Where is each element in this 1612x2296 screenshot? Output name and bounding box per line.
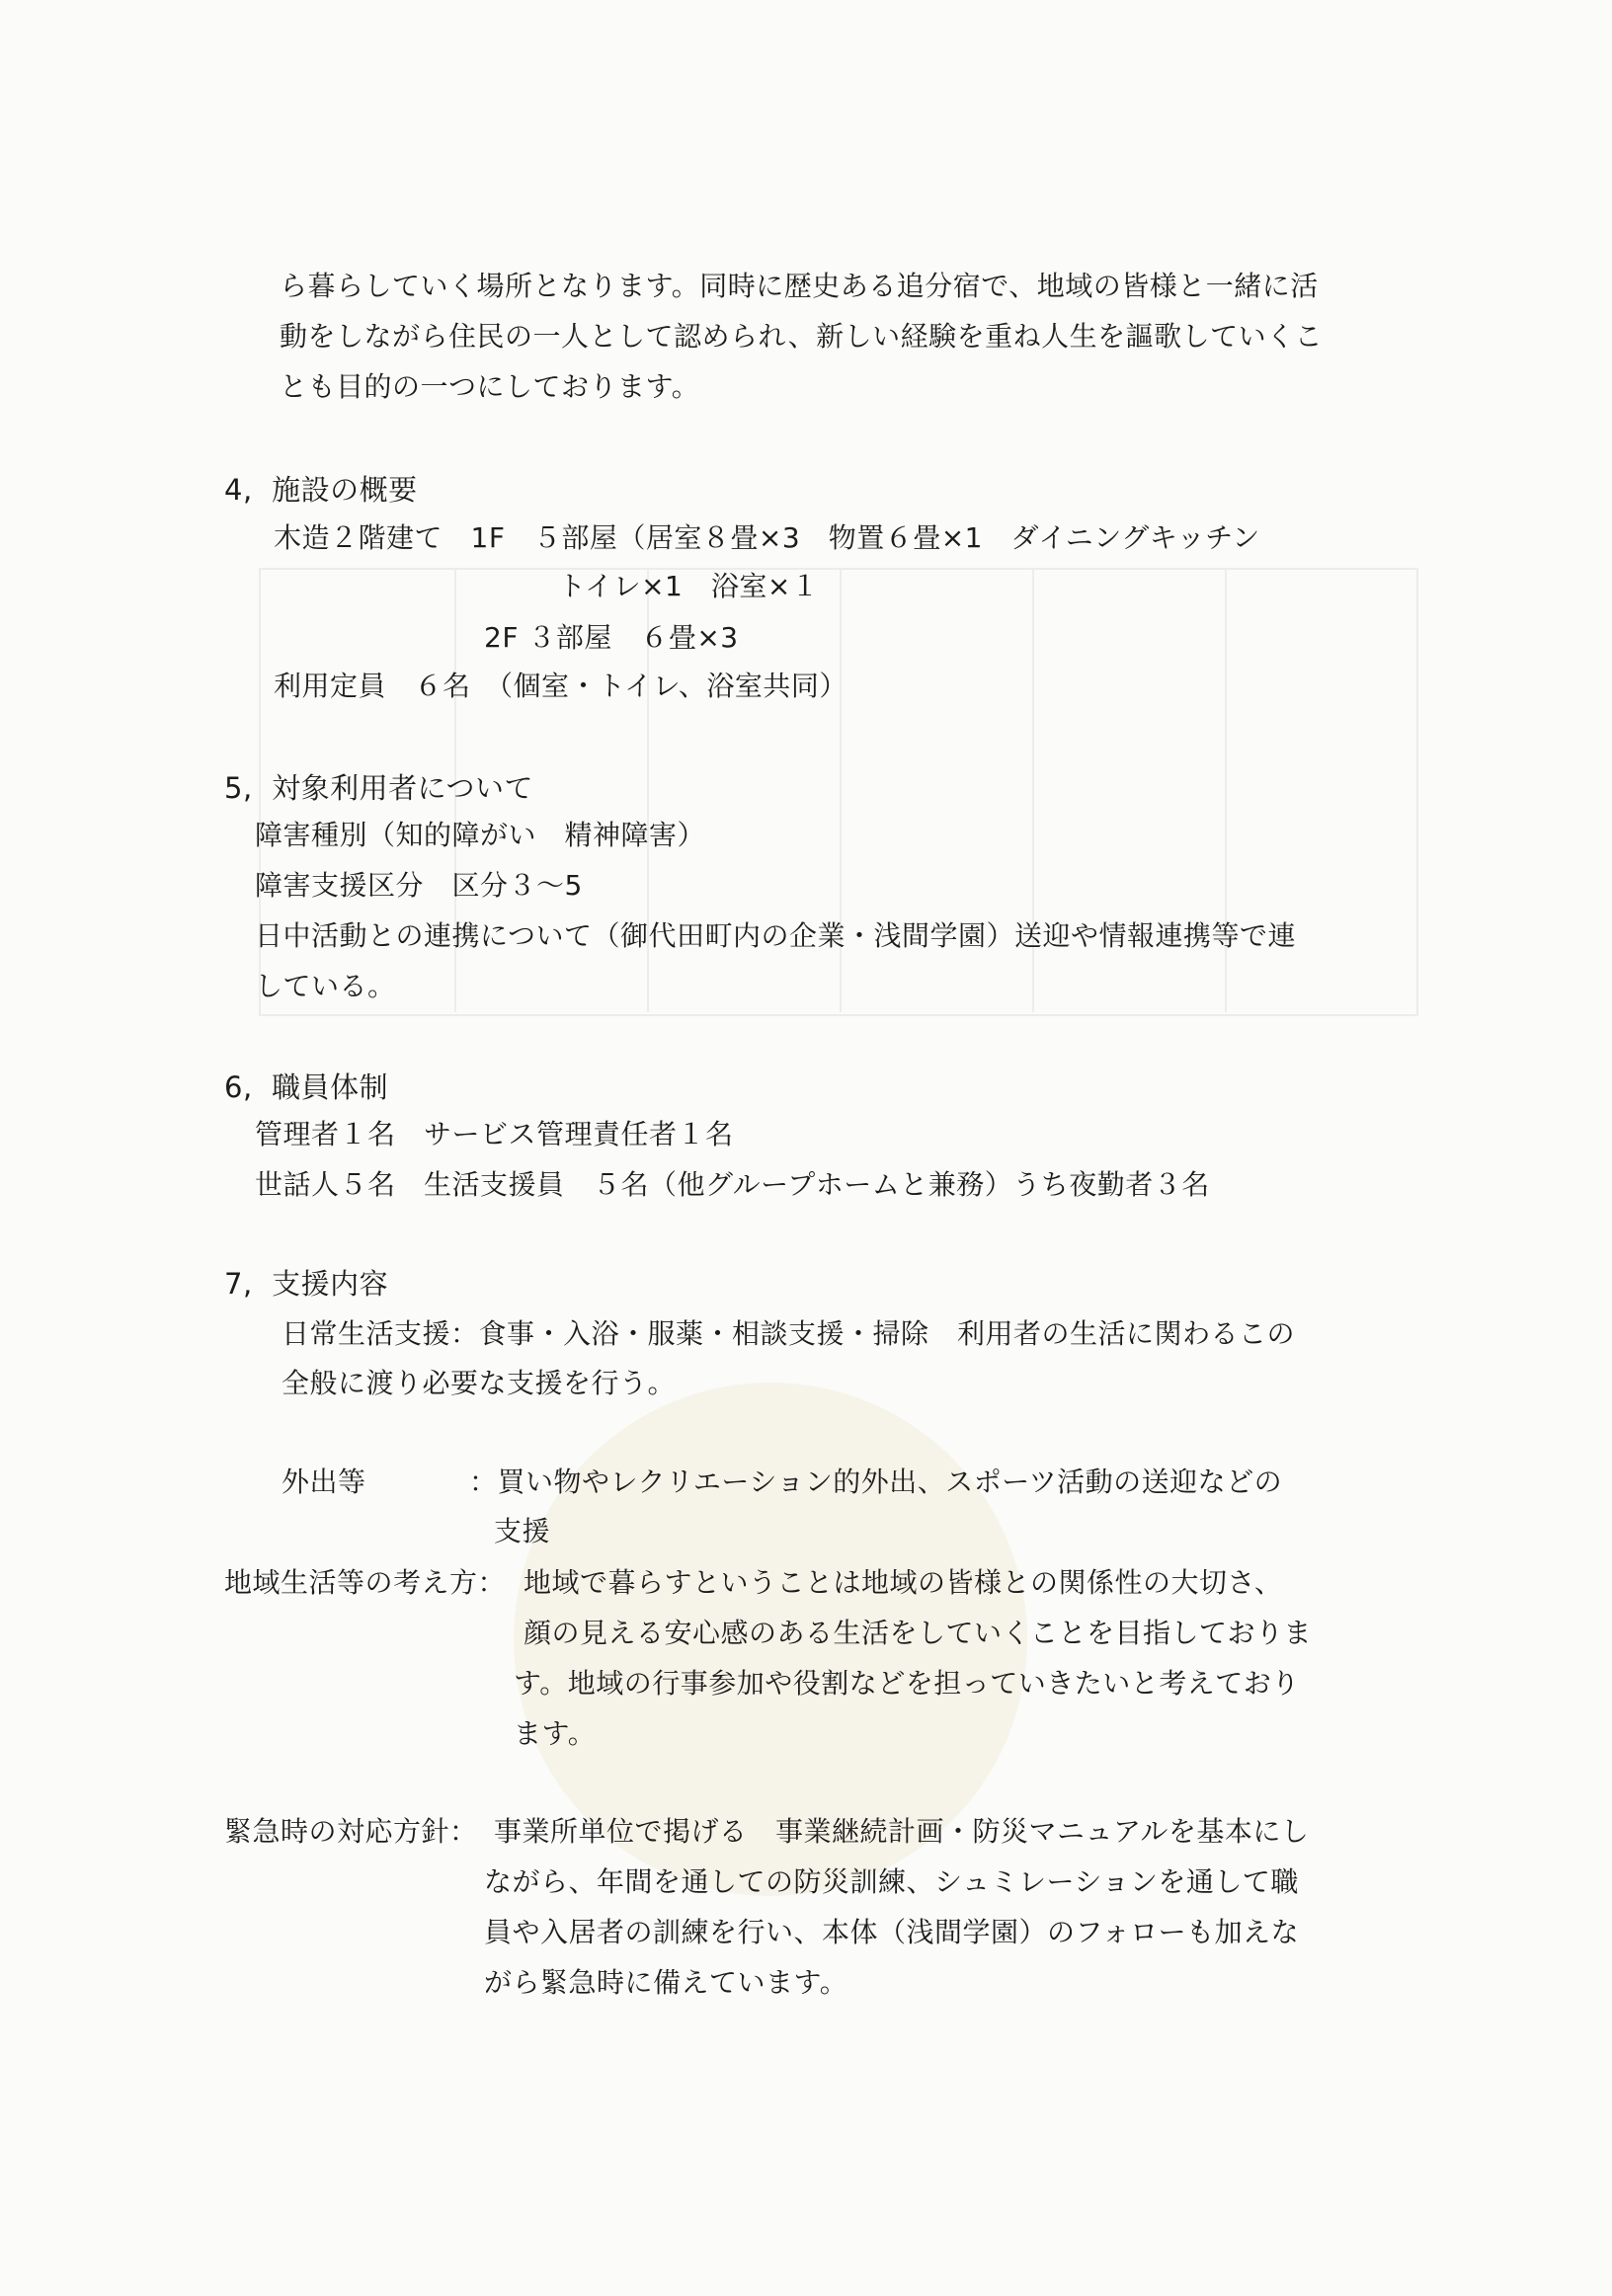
community-label: 地域生活等の考え方：: [224, 1566, 507, 1599]
facility-rooms-1f: トイレ×1 浴室×１: [558, 570, 820, 602]
community-text-1: 地域で暮らすということは地域の皆様との関係性の大切さ、: [524, 1566, 1283, 1599]
emergency-text-3: 員や入居者の訓練を行い、本体（浅間学園）のフォローも加えな: [484, 1916, 1300, 1948]
daily-support-2: 全般に渡り必要な支援を行う。: [282, 1367, 677, 1399]
daily-support-1: 日常生活支援：食事・入浴・服薬・相談支援・掃除 利用者の生活に関わるこの: [282, 1317, 1296, 1350]
intro-line-3: とも目的の一つにしております。: [280, 370, 700, 403]
day-activity-link-2: している。: [255, 970, 396, 1002]
section-5-heading: 5, 対象利用者について: [224, 771, 534, 805]
facility-capacity: 利用定員 ６名 （個室・トイレ、浴室共同）: [274, 670, 847, 702]
emergency-text-2: ながら、年間を通しての防災訓練、シュミレーションを通して職: [484, 1865, 1299, 1898]
section-6-heading: 6, 職員体制: [224, 1070, 389, 1104]
outing-text-1: ：買い物やレクリエーション的外出、スポーツ活動の送迎などの: [469, 1465, 1283, 1498]
facility-structure: 木造２階建て 1F ５部屋（居室８畳×3 物置６畳×1 ダイニングキッチン: [274, 521, 1260, 554]
intro-line-1: ら暮らしていく場所となります。同時に歴史ある追分宿で、地域の皆様と一緒に活: [280, 270, 1319, 302]
outing-text-2: 支援: [494, 1515, 551, 1547]
emergency-text-1: 事業所単位で掲げる 事業継続計画・防災マニュアルを基本にし: [494, 1815, 1310, 1848]
day-activity-link-1: 日中活動との連携について（御代田町内の企業・浅間学園）送迎や情報連携等で連: [255, 919, 1296, 952]
emergency-text-4: がら緊急時に備えています。: [484, 1966, 848, 1999]
community-text-4: ます。: [514, 1717, 597, 1750]
section-7-heading: 7, 支援内容: [224, 1267, 389, 1301]
staff-caregivers: 世話人５名 生活支援員 ５名（他グループホームと兼務）うち夜勤者３名: [255, 1168, 1210, 1201]
support-category: 障害支援区分 区分３～5: [255, 869, 583, 902]
disability-type: 障害種別（知的障がい 精神障害）: [255, 819, 706, 851]
outing-label: 外出等: [282, 1465, 366, 1498]
community-text-3: す。地域の行事参加や役割などを担っていきたいと考えており: [514, 1667, 1300, 1700]
intro-line-2: 動をしながら住民の一人として認められ、新しい経験を重ね人生を謳歌していくこ: [280, 320, 1324, 353]
section-4-heading: 4, 施設の概要: [224, 473, 418, 507]
community-text-2: 顔の見える安心感のある生活をしていくことを目指しておりま: [524, 1617, 1313, 1649]
facility-rooms-2f: 2F ３部屋 ６畳×3: [484, 621, 739, 654]
staff-managers: 管理者１名 サービス管理責任者１名: [255, 1118, 734, 1150]
emergency-label: 緊急時の対応方針：: [224, 1815, 478, 1848]
